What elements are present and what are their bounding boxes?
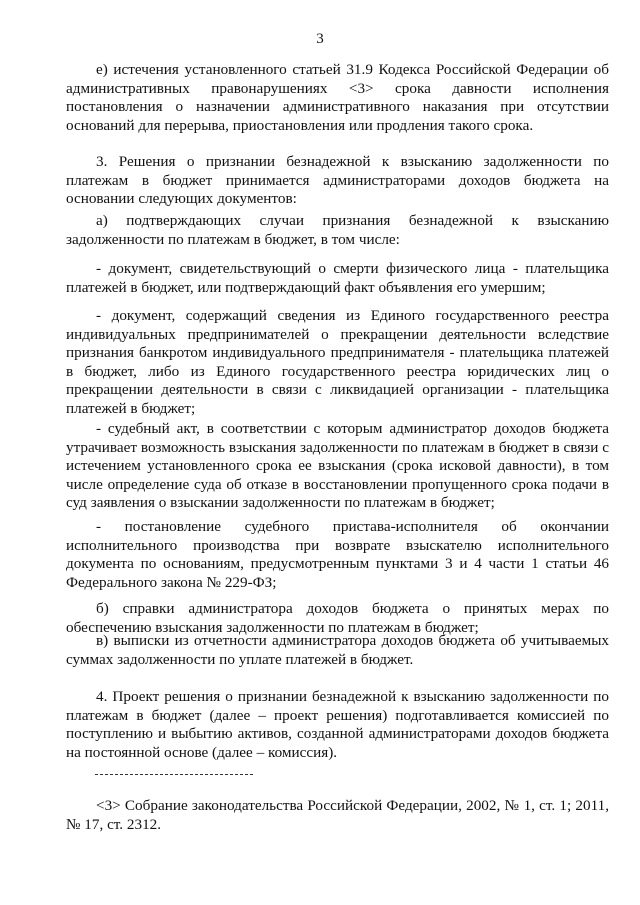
page-number: 3 [316, 31, 324, 47]
paragraph-death-document: - документ, свидетельствующий о смерти физического лица - плательщика платежей в бюджет, или подтверждающий факт объявления его умершим; [66, 260, 609, 296]
paragraph-registry-document: - документ, содержащий сведения из Единого государственного реестра индивидуальных предпринимателей о прекращении деятельности вследствие признания банкротом индивидуального предпринимателя - плательщика платежей в бюджет, либо из Единого государственного реестра юридических лиц о прекращении деятельности в связи с ликвидацией организации - плательщика платежей в бюджет; [66, 307, 609, 417]
paragraph-4-draft-decision: 4. Проект решения о признании безнадежной к взысканию задолженности по платежам в бюджет (далее – проект решения) подготавливается комиссией по поступлению и выбытию активов, созданной администраторами доходов бюджета на постоянной основе (далее – комиссия). [66, 688, 609, 761]
footnote-separator [95, 774, 253, 775]
paragraph-e-expiration: е) истечения установленного статьей 31.9 Кодекса Российской Федерации об административных правонарушениях <3> срока давности исполнения постановления о назначении административного наказания при отсутствии оснований для перерыва, приостановления или продления такого срока. [66, 61, 609, 134]
paragraph-b-certificates: б) справки администратора доходов бюджета о принятых мерах по обеспечению взыскания задолженности по платежам в бюджет; [66, 600, 609, 636]
paragraph-a-confirming: а) подтверждающих случаи признания безнадежной к взысканию задолженности по платежам в бюджет, в том числе: [66, 212, 609, 248]
paragraph-v-extracts: в) выписки из отчетности администратора доходов бюджета об учитываемых суммах задолженности по уплате платежей в бюджет. [66, 632, 609, 668]
paragraph-3-decisions: 3. Решения о признании безнадежной к взысканию задолженности по платежам в бюджет принимается администраторами доходов бюджета на основании следующих документов: [66, 153, 609, 208]
paragraph-bailiff-resolution: - постановление судебного пристава-исполнителя об окончании исполнительного производства при возврате взыскателю исполнительного документа по основаниям, предусмотренным пунктами 3 и 4 части 1 статьи 46 Федерального закона № 229-ФЗ; [66, 518, 609, 591]
paragraph-court-act: - судебный акт, в соответствии с которым администратор доходов бюджета утрачивает возможность взыскания задолженности по платежам в бюджет в связи с истечением установленного срока ее взыскания (срока исковой давности), в том числе определение суда об отказе в восстановлении пропущенного срока подачи в суд заявления о взыскании задолженности по платежам в бюджет; [66, 420, 609, 512]
footnote-3: <3> Собрание законодательства Российской Федерации, 2002, № 1, ст. 1; 2011, № 17, ст. 2312. [66, 797, 609, 833]
